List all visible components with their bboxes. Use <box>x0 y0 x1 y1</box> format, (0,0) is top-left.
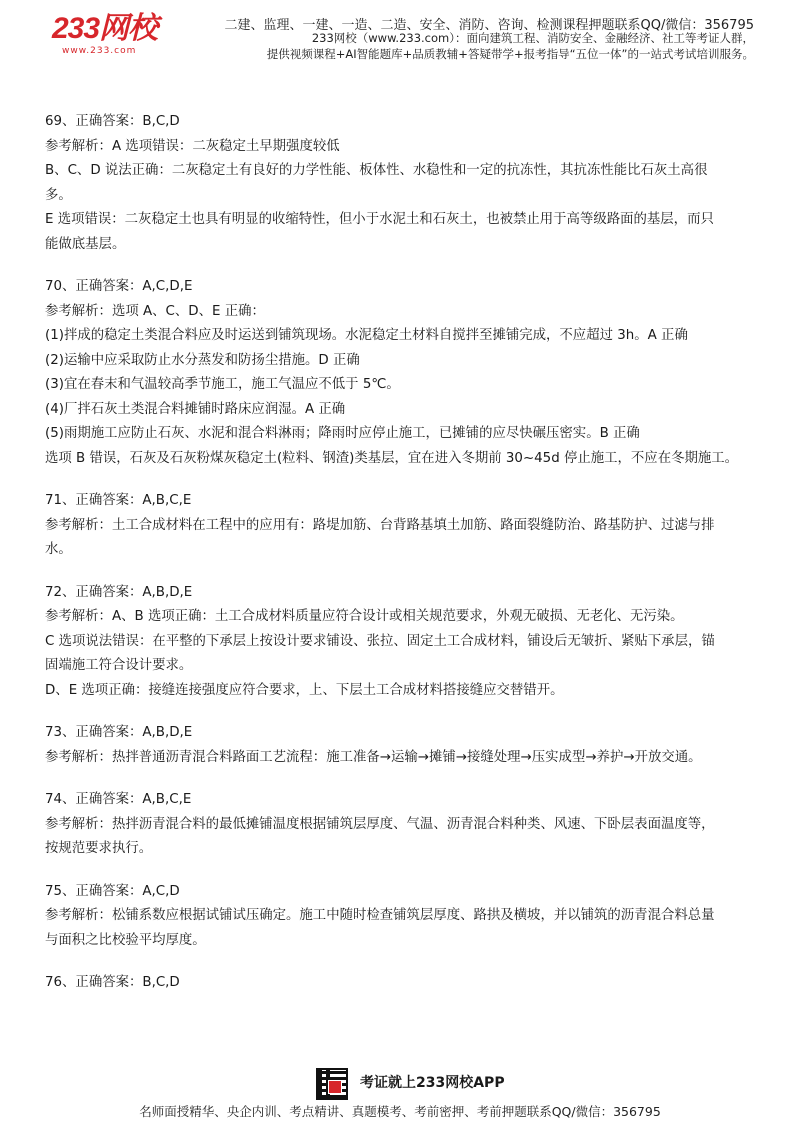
brand-logo: 233网校 <box>52 12 158 45</box>
explanation-line: 参考解析：A、B 选项正确：土工合成材料质量应符合设计或相关规范要求，外观无破损、无老化、无污染。 <box>45 609 684 624</box>
answer-line: 74、正确答案：A,B,C,E <box>45 792 192 807</box>
answer-line: 72、正确答案：A,B,D,E <box>45 584 193 600</box>
explanation-line: D、E 选项正确：接缝连接强度应符合要求，上、下层土工合成材料搭接缝应交替错开。 <box>45 682 564 698</box>
explanation-line: (5)雨期施工应防止石灰、水泥和混合料淋雨；降雨时应停止施工，已摊铺的应尽快碾压密实。B 正确 <box>45 426 640 441</box>
question-75 <box>45 880 761 954</box>
question-69 <box>45 110 761 257</box>
explanation-line: 参考解析：土工合成材料在工程中的应用有：路堤加筋、台背路基填土加筋、路面裂缝防治、路基防护、过滤与排 <box>45 517 715 533</box>
explanation-line: E 选项错误：二灰稳定土也具有明显的收缩特性，但小于水泥土和石灰土，也被禁止用于高等级路面的基层，而只 <box>45 212 714 227</box>
answer-content <box>45 110 761 1014</box>
footer-line: 名师面授精华、央企内训、考点精讲、真题模考、考前密押、考前押题联系QQ/微信：356795 <box>139 1104 661 1119</box>
question-71 <box>45 489 761 563</box>
app-promo: 考证就上233网校APP <box>360 1075 505 1091</box>
page-footer <box>0 1060 800 1131</box>
explanation-line: 参考解析：热拌沥青混合料的最低摊铺温度根据铺筑层厚度、气温、沥青混合料种类、风速、下卧层表面温度等， <box>45 816 715 832</box>
answer-line: 76、正确答案：B,C,D <box>45 975 180 990</box>
answer-line: 69、正确答案：B,C,D <box>45 114 180 129</box>
question-76 <box>45 971 761 996</box>
explanation-line: B、C、D 说法正确：二灰稳定土有良好的力学性能、板体性、水稳性和一定的抗冻性，其抗冻性能比石灰土高很 <box>45 163 708 178</box>
explanation-line: 固端施工符合设计要求。 <box>45 658 193 673</box>
explanation-line: 参考解析：热拌普通沥青混合料路面工艺流程：施工准备→运输→摊铺→接缝处理→压实成型→养护→开放交通。 <box>45 749 702 765</box>
explanation-line: (1)拌成的稳定土类混合料应及时运送到铺筑现场。水泥稳定土材料自搅拌至摊铺完成，不应超过 3h。A 正确 <box>45 328 688 343</box>
header-line-2: 233网校（www.233.com）：面向建筑工程、消防安全、金融经济、社工等考证人群， <box>311 31 754 45</box>
explanation-line: (4)厂拌石灰土类混合料摊铺时路床应润湿。A 正确 <box>45 401 346 417</box>
explanation-line: 选项 B 错误，石灰及石灰粉煤灰稳定土(粒料、钢渣)类基层，宜在进入冬期前 30~45d 停止施工，不应在冬期施工。 <box>45 450 739 466</box>
explanation-line: (3)宜在春末和气温较高季节施工，施工气温应不低于 5℃。 <box>45 377 400 392</box>
explanation-line: 参考解析：松铺系数应根据试铺试压确定。施工中随时检查铺筑层厚度、路拱及横坡，并以铺筑的沥青混合料总量 <box>45 908 715 923</box>
question-74 <box>45 788 761 862</box>
question-70 <box>45 275 761 471</box>
page-header <box>0 0 800 70</box>
explanation-line: 能做底基层。 <box>45 236 126 252</box>
header-line-1: 二建、监理、一建、一造、二造、安全、消防、咨询、检测课程押题联系QQ/微信：356795 <box>224 18 754 33</box>
explanation-line: C 选项说法错误：在平整的下承层上按设计要求铺设、张拉、固定土工合成材料，铺设后无皱折、紧贴下承层，锚 <box>45 633 715 649</box>
answer-line: 75、正确答案：A,C,D <box>45 883 180 899</box>
explanation-line: 参考解析：选项 A、C、D、E 正确： <box>45 303 265 319</box>
explanation-line: 参考解析：A 选项错误：二灰稳定土早期强度较低 <box>45 138 340 154</box>
header-line-3: 提供视频课程+AI智能题库+品质教辅+答疑带学+报考指导“五位一体”的一站式考试培训服务。 <box>266 47 754 61</box>
answer-line: 71、正确答案：A,B,C,E <box>45 493 192 508</box>
answer-line: 70、正确答案：A,C,D,E <box>45 279 193 294</box>
answer-line: 73、正确答案：A,B,D,E <box>45 725 193 740</box>
qr-logo-icon <box>328 1080 342 1094</box>
explanation-line: (2)运输中应采取防止水分蒸发和防扬尘措施。D 正确 <box>45 352 360 368</box>
explanation-line: 与面积之比校验平均厚度。 <box>45 932 206 948</box>
brand-url: www.233.com <box>62 46 137 56</box>
explanation-line: 多。 <box>45 187 72 203</box>
explanation-line: 按规范要求执行。 <box>45 841 153 856</box>
explanation-line: 水。 <box>45 542 72 557</box>
question-73 <box>45 721 761 770</box>
qr-code-icon[interactable] <box>316 1068 348 1100</box>
question-72 <box>45 581 761 704</box>
